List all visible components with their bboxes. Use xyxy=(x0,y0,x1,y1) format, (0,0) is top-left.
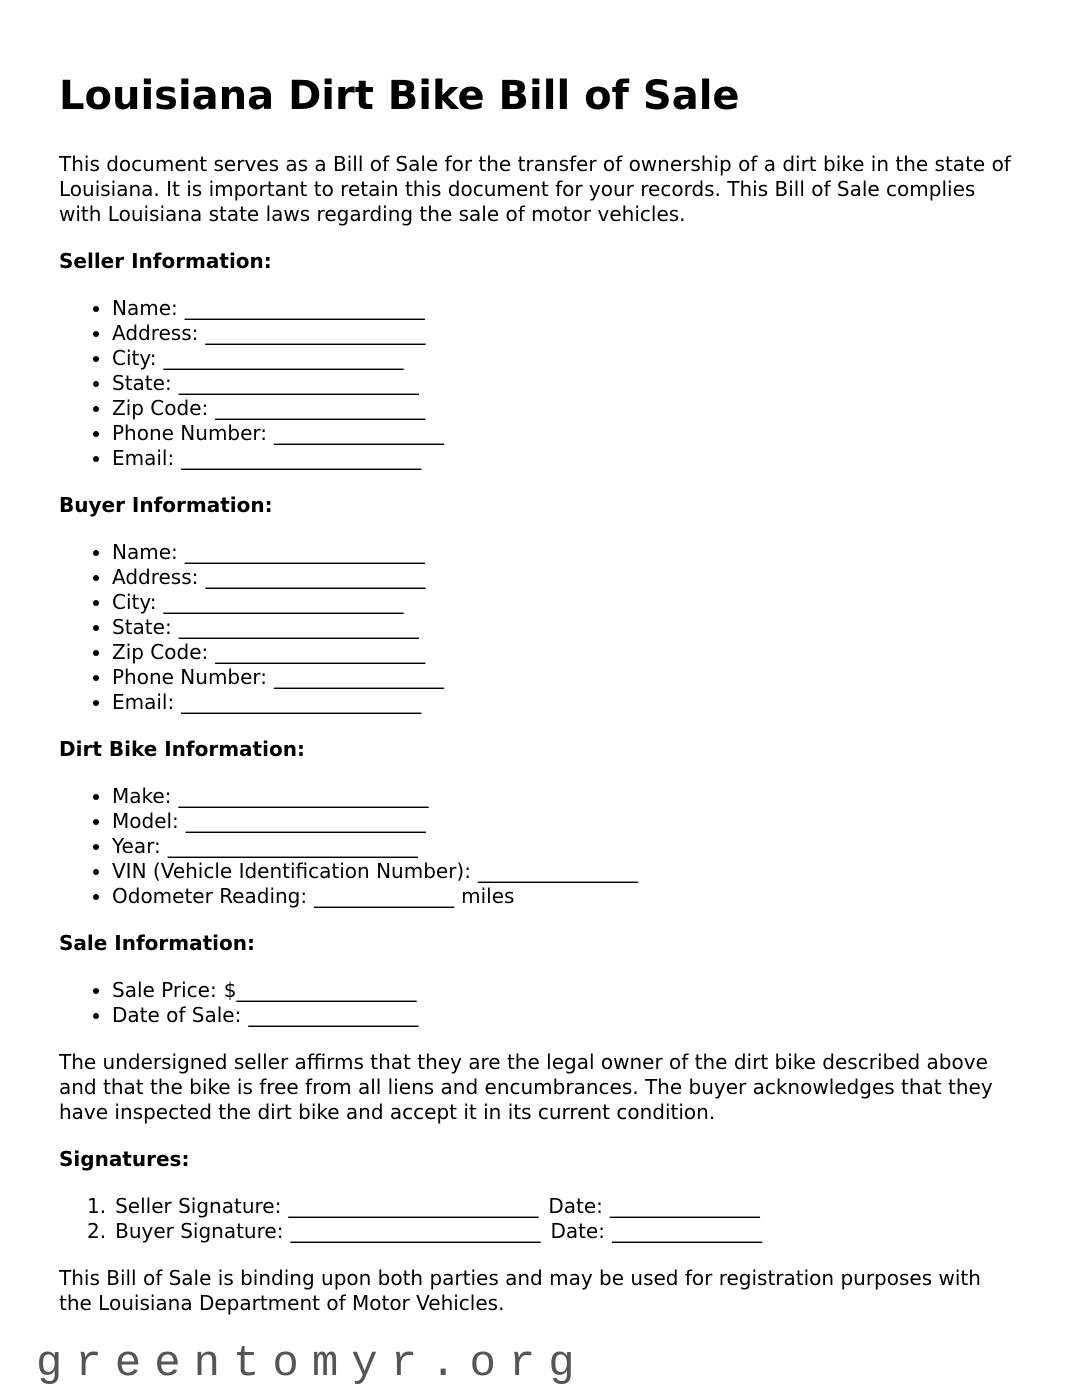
field-suffix: miles xyxy=(461,884,515,908)
field-row-buyer-state xyxy=(112,615,1017,640)
seller-fields-list xyxy=(59,296,1017,471)
field-row-seller-address xyxy=(112,321,1017,346)
field-row-buyer-name xyxy=(112,540,1017,565)
blank-line: ________________________ xyxy=(163,346,404,370)
field-label: Zip Code: xyxy=(112,396,209,420)
signature-label: Seller Signature: xyxy=(115,1194,282,1218)
field-label: State: xyxy=(112,371,172,395)
field-row-seller-name xyxy=(112,296,1017,321)
blank-line: _____________________ xyxy=(215,640,426,664)
field-row-seller-state xyxy=(112,371,1017,396)
blank-line: ________________________ xyxy=(185,809,426,833)
signature-blank-line: _________________________ xyxy=(288,1194,539,1218)
field-row-year xyxy=(112,834,1017,859)
field-label: Date of Sale: xyxy=(112,1003,242,1027)
field-row-buyer-phone xyxy=(112,665,1017,690)
date-label: Date: xyxy=(548,1194,603,1218)
affirmation-paragraph: The undersigned seller affirms that they are the legal owner of the dirt bike described above and that the bike is free from all liens and encumbrances. The buyer acknowledges that they have inspected the dirt bike and accept it in its current condition. xyxy=(59,1050,993,1124)
blank-line: ________________________ xyxy=(184,540,425,564)
signature-row-seller xyxy=(87,1194,1017,1219)
field-row-make xyxy=(112,784,1017,809)
blank-line: ________________________ xyxy=(163,590,404,614)
blank-line: __________________ xyxy=(236,978,417,1002)
blank-line: ________________________ xyxy=(178,615,419,639)
field-row-buyer-email xyxy=(112,690,1017,715)
blank-line: _________________________ xyxy=(167,834,418,858)
field-label: Address: xyxy=(112,565,199,589)
blank-line: ________________________ xyxy=(181,690,422,714)
field-label: Sale Price: xyxy=(112,978,217,1002)
sale-fields-list xyxy=(59,978,1017,1028)
signatures-heading: Signatures: xyxy=(59,1147,190,1171)
signature-number: 1. xyxy=(87,1194,107,1218)
field-row-odometer xyxy=(112,884,1017,909)
field-row-vin xyxy=(112,859,1017,884)
blank-line: ________________________ xyxy=(181,446,422,470)
field-label: Phone Number: xyxy=(112,421,268,445)
field-label: Phone Number: xyxy=(112,665,268,689)
blank-line: ______________________ xyxy=(205,565,426,589)
field-label: Odometer Reading: xyxy=(112,884,308,908)
blank-line: ________________________ xyxy=(178,371,419,395)
field-label: Name: xyxy=(112,540,178,564)
field-label: Model: xyxy=(112,809,179,833)
field-label: VIN (Vehicle Identification Number): xyxy=(112,859,471,883)
field-row-seller-email xyxy=(112,446,1017,471)
date-blank-line: _______________ xyxy=(609,1194,760,1218)
signature-number: 2. xyxy=(87,1219,107,1243)
field-row-seller-zip xyxy=(112,396,1017,421)
field-row-seller-phone xyxy=(112,421,1017,446)
field-label: Year: xyxy=(112,834,161,858)
blank-line: ________________ xyxy=(477,859,638,883)
signature-row-buyer xyxy=(87,1219,1017,1244)
blank-line: ______________________ xyxy=(205,321,426,345)
field-row-model xyxy=(112,809,1017,834)
seller-information-heading: Seller Information: xyxy=(59,249,272,273)
field-row-buyer-zip xyxy=(112,640,1017,665)
field-label: Zip Code: xyxy=(112,640,209,664)
currency-prefix: $ xyxy=(223,978,237,1002)
field-label: City: xyxy=(112,590,157,614)
field-row-sale-date xyxy=(112,1003,1017,1028)
field-label: Name: xyxy=(112,296,178,320)
field-row-sale-price xyxy=(112,978,1017,1003)
closing-paragraph: This Bill of Sale is binding upon both parties and may be used for registration purposes with the Louisiana Department of Motor Vehicles. xyxy=(59,1266,981,1315)
bike-fields-list xyxy=(59,784,1017,909)
signature-label: Buyer Signature: xyxy=(115,1219,284,1243)
blank-line: ________________________ xyxy=(184,296,425,320)
buyer-information-heading: Buyer Information: xyxy=(59,493,273,517)
blank-line: _________________________ xyxy=(178,784,429,808)
field-label: Email: xyxy=(112,690,175,714)
field-label: State: xyxy=(112,615,172,639)
blank-line: _____________________ xyxy=(215,396,426,420)
blank-line: ______________ xyxy=(314,884,455,908)
field-label: Make: xyxy=(112,784,172,808)
date-blank-line: _______________ xyxy=(611,1219,762,1243)
buyer-fields-list xyxy=(59,540,1017,715)
blank-line: _________________ xyxy=(248,1003,419,1027)
page-title: Louisiana Dirt Bike Bill of Sale xyxy=(59,73,740,119)
dirt-bike-information-heading: Dirt Bike Information: xyxy=(59,737,305,761)
field-row-buyer-city xyxy=(112,590,1017,615)
signature-list xyxy=(59,1194,1017,1244)
watermark: greentomyr.org xyxy=(36,1339,588,1389)
field-label: Address: xyxy=(112,321,199,345)
field-label: City: xyxy=(112,346,157,370)
blank-line: _________________ xyxy=(274,421,445,445)
signature-blank-line: _________________________ xyxy=(290,1219,541,1243)
field-row-buyer-address xyxy=(112,565,1017,590)
field-row-seller-city xyxy=(112,346,1017,371)
blank-line: _________________ xyxy=(274,665,445,689)
date-label: Date: xyxy=(550,1219,605,1243)
intro-paragraph: This document serves as a Bill of Sale for the transfer of ownership of a dirt bike in the state of Louisiana. It is important to retain this document for your records. This Bill of Sale complies with Louisiana state laws regarding the sale of motor vehicles. xyxy=(59,152,1011,226)
sale-information-heading: Sale Information: xyxy=(59,931,255,955)
field-label: Email: xyxy=(112,446,175,470)
